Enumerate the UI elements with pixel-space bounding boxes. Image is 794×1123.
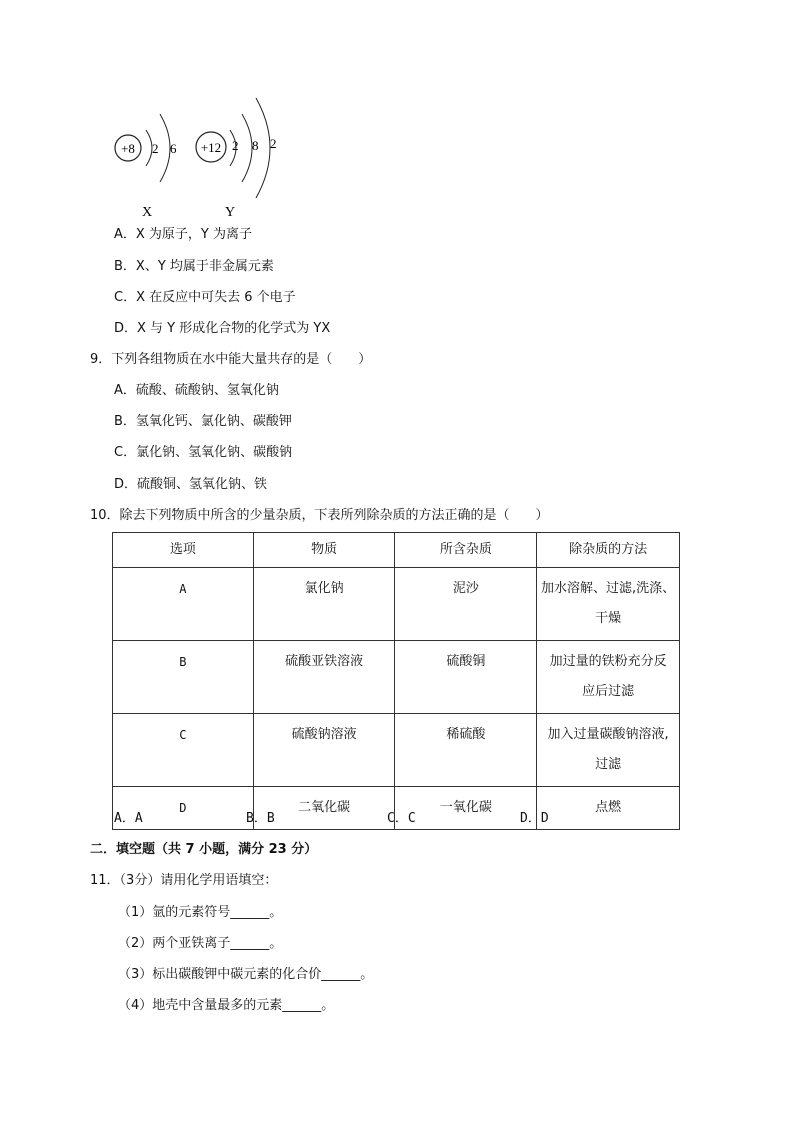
row-method [537,714,680,787]
q9-option-d: D．硫酸铜、氢氧化钠、铁 [114,477,268,492]
row-substance: 二氧化碳 [253,787,395,830]
row-method-line-2: 干燥 [595,611,622,626]
q10-answer-d: D．D [520,811,549,826]
q8-option-d: D．X 与 Y 形成化合物的化学式为 YX [114,321,331,336]
row-method [537,568,680,641]
y-nucleus-charge: +12 [200,140,222,155]
table-row [113,641,680,714]
row-method-line-2: 过滤 [595,757,622,772]
row-option: A [113,568,254,641]
table-header-row [113,533,680,568]
row-substance: 硫酸亚铁溶液 [253,641,395,714]
q8-option-a: A．X 为原子，Y 为离子 [114,227,253,242]
q9-option-b: B．氢氧化钙、氯化钠、碳酸钾 [114,414,292,429]
x-shell-2-electrons: 6 [170,141,177,156]
q9-stem: 9．下列各组物质在水中能大量共存的是（ ） [90,352,372,367]
x-shell-1-electrons: 2 [152,141,159,156]
row-method-line-1: 加过量的铁粉充分反 [549,654,667,669]
table-row [113,568,680,641]
row-method: 点燃 [537,787,680,830]
header-substance: 物质 [253,533,395,568]
row-method-line-1: 加水溶解、过滤,洗涤、 [541,581,676,596]
row-option: B [113,641,254,714]
q10-stem: 10．除去下列物质中所含的少量杂质，下表所列除杂质的方法正确的是（ ） [90,508,549,523]
q11-item-4: （4）地壳中含量最多的元素______。 [118,998,335,1013]
q11-item-2: （2）两个亚铁离子______。 [118,936,283,951]
q8-option-b: B．X、Y 均属于非金属元素 [114,259,274,274]
row-option: C [113,714,254,787]
table-row [113,714,680,787]
q10-answer-a: A．A [114,811,143,826]
x-shell-arc-2 [160,114,170,182]
q10-answer-c: C．C [387,811,416,826]
q11-item-1: （1）氩的元素符号______。 [118,905,283,920]
header-impurity: 所含杂质 [395,533,537,568]
q9-option-c: C．氯化钠、氢氧化钠、碳酸钠 [114,445,293,460]
row-method-line-2: 应后过滤 [582,684,635,699]
row-impurity: 硫酸铜 [395,641,537,714]
header-method: 除杂质的方法 [537,533,680,568]
q11-stem: 11．（3分）请用化学用语填空： [90,873,278,888]
row-option: D [113,787,254,830]
row-method [537,641,680,714]
q11-item-3: （3）标出碳酸钾中碳元素的化合价______。 [118,967,374,982]
row-impurity: 泥沙 [395,568,537,641]
row-substance: 氯化钠 [253,568,395,641]
q10-answer-b: B．B [246,811,275,826]
atomic-structure-diagram [108,92,288,220]
x-nucleus-charge: +8 [121,141,135,156]
impurity-removal-table [112,532,680,830]
y-atom-label: Y [224,205,236,220]
row-substance: 硫酸钠溶液 [253,714,395,787]
y-shell-2-electrons: 8 [252,138,259,153]
row-impurity: 稀硫酸 [395,714,537,787]
q9-option-a: A．硫酸、硫酸钠、氢氧化钠 [114,383,279,398]
q8-option-c: C．X 在反应中可失去 6 个电子 [114,290,296,305]
row-method-line-1: 加入过量碳酸钠溶液, [547,727,669,742]
x-atom-label: X [141,205,153,220]
y-shell-1-electrons: 2 [232,138,239,153]
row-impurity: 一氧化碳 [395,787,537,830]
header-option: 选项 [113,533,254,568]
y-shell-3-electrons: 2 [270,136,277,151]
section-title: 二．填空题（共 7 小题，满分 23 分） [90,842,318,857]
y-shell-arc-2 [242,114,252,182]
